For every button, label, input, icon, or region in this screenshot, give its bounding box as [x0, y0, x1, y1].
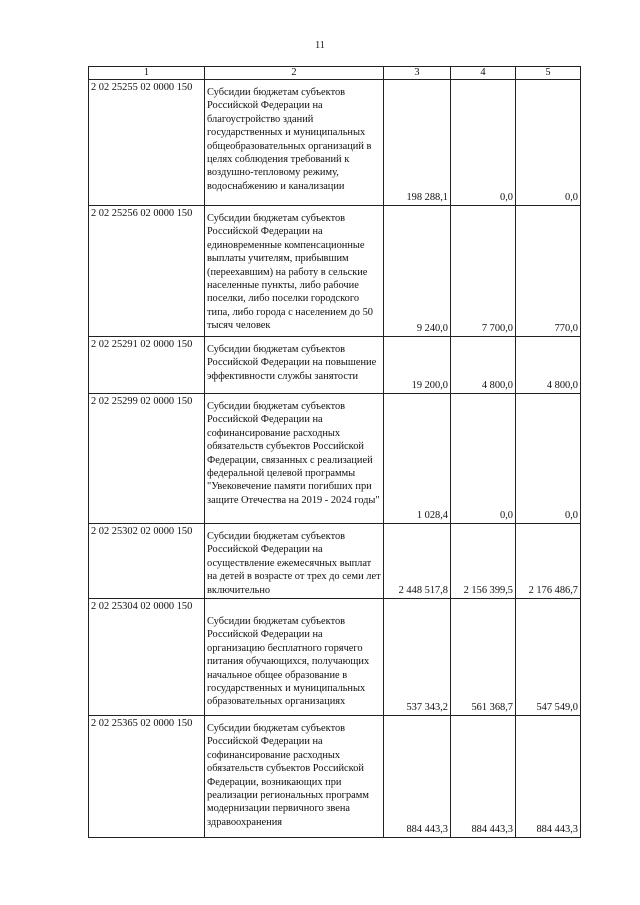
budget-code: 2 02 25255 02 0000 150	[89, 80, 205, 206]
description: Субсидии бюджетам субъектов Российской Федерации на повышение эффективности службы занятости	[205, 337, 384, 394]
value-col4: 0,0	[451, 394, 516, 524]
value-col3: 537 343,2	[384, 599, 451, 716]
value-col5: 884 443,3	[516, 716, 581, 838]
value-col3: 884 443,3	[384, 716, 451, 838]
column-header: 5	[516, 67, 581, 80]
value-col3: 9 240,0	[384, 206, 451, 337]
value-col4: 561 368,7	[451, 599, 516, 716]
description: Субсидии бюджетам субъектов Российской Федерации на организацию бесплатного горячего питания обучающихся, получающих начальное общее образование в государственных и муниципальных образовательных организациях	[205, 599, 384, 716]
column-header: 1	[89, 67, 205, 80]
value-col4: 0,0	[451, 80, 516, 206]
table-row	[89, 716, 581, 838]
column-header: 2	[205, 67, 384, 80]
description: Субсидии бюджетам субъектов Российской Федерации на благоустройство зданий государственных и муниципальных общеобразовательных организаций в целях соблюдения требований к воздушно-тепловому режиму, водоснабжению и канализации	[205, 80, 384, 206]
value-col4: 884 443,3	[451, 716, 516, 838]
budget-code: 2 02 25365 02 0000 150	[89, 716, 205, 838]
value-col3: 1 028,4	[384, 394, 451, 524]
value-col5: 770,0	[516, 206, 581, 337]
value-col3: 2 448 517,8	[384, 524, 451, 599]
budget-code: 2 02 25299 02 0000 150	[89, 394, 205, 524]
value-col5: 2 176 486,7	[516, 524, 581, 599]
table-row	[89, 524, 581, 599]
table-row	[89, 80, 581, 206]
budget-code: 2 02 25256 02 0000 150	[89, 206, 205, 337]
value-col4: 4 800,0	[451, 337, 516, 394]
value-col3: 19 200,0	[384, 337, 451, 394]
table-row	[89, 394, 581, 524]
table-row	[89, 337, 581, 394]
header-row	[89, 67, 581, 80]
table-row	[89, 599, 581, 716]
description: Субсидии бюджетам субъектов Российской Федерации на единовременные компенсационные выплаты учителям, прибывшим (переехавшим) на работу в сельские населенные пункты, либо рабочие поселки, либо поселки городского типа, либо города с населением до 50 тысяч человек	[205, 206, 384, 337]
value-col3: 198 288,1	[384, 80, 451, 206]
description: Субсидии бюджетам субъектов Российской Федерации на софинансирование расходных обязательств субъектов Российской Федерации, возникающих при реализации региональных программ модернизации первичного звена здравоохранения	[205, 716, 384, 838]
value-col4: 7 700,0	[451, 206, 516, 337]
budget-code: 2 02 25302 02 0000 150	[89, 524, 205, 599]
value-col4: 2 156 399,5	[451, 524, 516, 599]
budget-table	[88, 66, 581, 838]
value-col5: 547 549,0	[516, 599, 581, 716]
column-header: 4	[451, 67, 516, 80]
description: Субсидии бюджетам субъектов Российской Федерации на софинансирование расходных обязательств субъектов Российской Федерации, связанных с реализацией федеральной целевой программы "Увековечение памяти погибших при защите Отечества на 2019 - 2024 годы"	[205, 394, 384, 524]
value-col5: 0,0	[516, 394, 581, 524]
column-header: 3	[384, 67, 451, 80]
budget-code: 2 02 25291 02 0000 150	[89, 337, 205, 394]
table-row	[89, 206, 581, 337]
page-number: 11	[315, 40, 325, 51]
value-col5: 4 800,0	[516, 337, 581, 394]
value-col5: 0,0	[516, 80, 581, 206]
description: Субсидии бюджетам субъектов Российской Федерации на осуществление ежемесячных выплат на детей в возрасте от трех до семи лет включительно	[205, 524, 384, 599]
budget-code: 2 02 25304 02 0000 150	[89, 599, 205, 716]
